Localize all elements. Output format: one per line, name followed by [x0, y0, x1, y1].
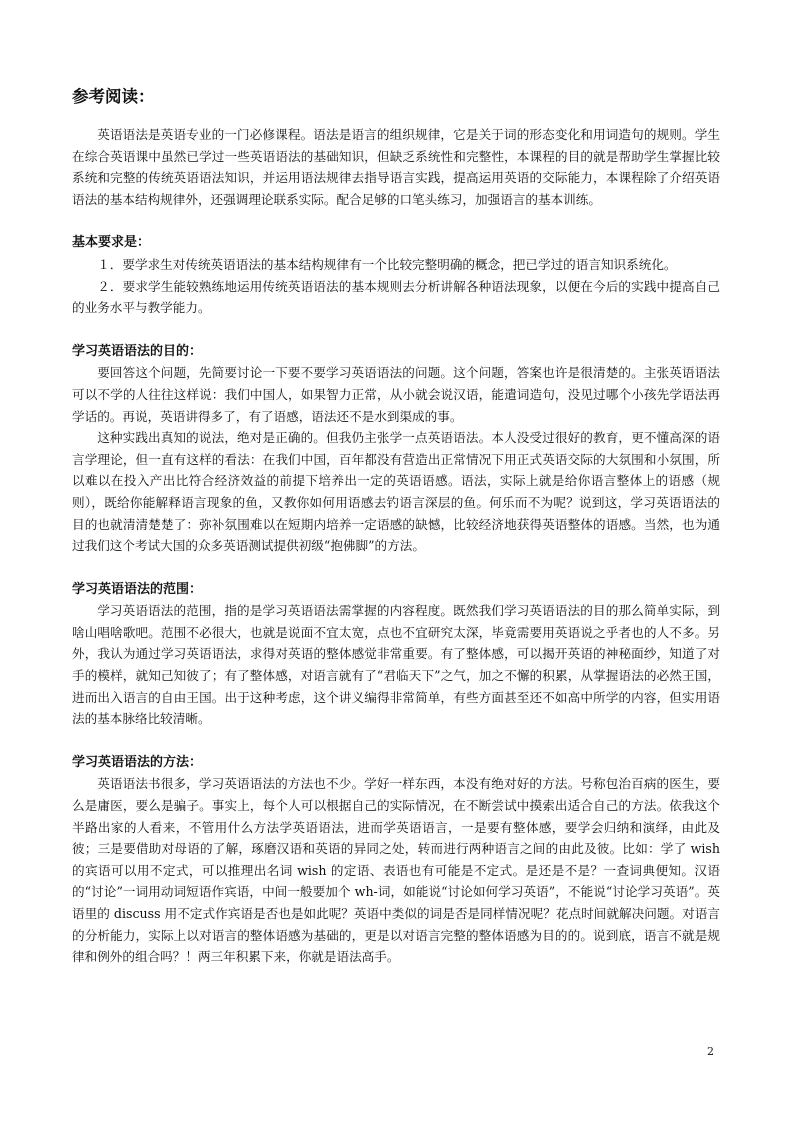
requirements-heading: 基本要求是： [72, 235, 151, 251]
requirements-section [72, 232, 720, 318]
purpose-paragraph-2: 这种实践出真知的说法，绝对是正确的。但我仍主张学一点英语语法。本人没受过很好的教育，更不懂高深的语言学理论，但一直有这样的看法：在我们中国，百年都没有营造出正常情况下用正式英语交际的大氛围和小氛围，所以难以在投入产出比符合经济效益的前提下培养出一定的英语语感。语法，实际上就是给你语言整体上的语感（规则），既给你能解释语言现象的鱼，又教你如何用语感去钓语言深层的鱼。何乐而不为呢？说到这，学习英语语法的目的也就清清楚楚了：弥补氛围难以在短期内培养一定语感的缺憾，比较经济地获得英语整体的语感。当然，也为通过我们这个考试大国的众多英语测试提供初级“抱佛脚”的方法。 [72, 430, 720, 554]
page-number: 2 [707, 1045, 714, 1058]
scope-paragraph-1: 学习英语语法的范围，指的是学习英语语法需掌握的内容程度。既然我们学习英语语法的目的那么简单实际，到啥山唱啥歌吧。范围不必很大，也就是说面不宜太宽，点也不宜研究太深，毕竟需要用英语说之乎者也的人不多。另外，我认为通过学习英语语法，求得对英语的整体感觉非常重要。有了整体感，可以揭开英语的神秘面纱，知道了对手的模样，就知己知彼了；有了整体感，对语言就有了“君临天下”之气，加之不懈的积累，从掌握语法的必然王国，进而出入语言的自由王国。出于这种考虑，这个讲义编得非常简单，有些方面甚至还不如高中所学的内容，但实用语法的基本脉络比较清晰。 [72, 603, 720, 727]
requirement-item-1: １．要学求生对传统英语语法的基本结构规律有一个比较完整明确的概念，把已学过的语言知识系统化。 [97, 256, 677, 272]
method-paragraph-1: 英语语法书很多，学习英语语法的方法也不少。学好一样东西，本没有绝对好的方法。号称包治百病的医生，要么是庸医，要么是骗子。事实上，每个人可以根据自己的实际情况，在不断尝试中摸索出适合自己的方法。依我这个半路出家的人看来，不管用什么方法学英语语法，进而学英语语言，一是要有整体感，要学会归纳和演绎，由此及彼；三是要借助对母语的了解，琢磨汉语和英语的异同之处，转而进行两种语言之间的由此及彼。比如：学了 wish 的宾语可以用不定式，可以推理出名词 wish 的定语、表语也有可能是不定式。是还是不是？一查词典便知。汉语的“讨论”一词用动词短语作宾语，中间一般要加个 wh-词，如能说“讨论如何学习英语”，不能说“讨论学习英语”。英语里的 discuss 用不定式作宾语是否也是如此呢？英语中类似的词是否是同样情况呢？花点时间就解决问题。对语言的分析能力，实际上以对语言的整体语感为基础的，更是以对语言完整的整体语感为目的的。说到底，语言不就是规律和例外的组合吗？！两三年积累下来，你就是语法高手。 [72, 776, 720, 965]
scope-section [72, 579, 720, 730]
method-heading: 学习英语语法的方法： [72, 754, 203, 770]
purpose-heading: 学习英语语法的目的： [72, 343, 203, 359]
intro-paragraph: 英语语法是英语专业的一门必修课程。语法是语言的组织规律，它是关于词的形态变化和用词造句的规则。学生在综合英语课中虽然已学过一些英语语法的基础知识，但缺乏系统性和完整性，本课程的目的就是帮助学生掌握比较系统和完整的传统英语语法知识，并运用语法规律去指导语言实践，提高运用英语的交际能力，本课程除了介绍英语语法的基本结构规律外，还强调理论联系实际。配合足够的口笔头练习，加强语言的基本训练。 [72, 127, 720, 207]
scope-heading: 学习英语语法的范围： [72, 581, 203, 597]
purpose-section [72, 341, 720, 557]
method-section [72, 752, 720, 968]
requirement-item-2: ２．要求学生能较熟练地运用传统英语语法的基本规则去分析讲解各种语法现象，以便在今后的实践中提高自己的业务水平与教学能力。 [72, 278, 720, 316]
purpose-paragraph-1: 要回答这个问题，先简要讨论一下要不要学习英语语法的问题。这个问题，答案也许是很清楚的。主张英语语法可以不学的人往往这样说：我们中国人，如果智力正常，从小就会说汉语，能遣词造句，没见过哪个小孩先学语法再学话的。再说，英语讲得多了，有了语感，语法还不是水到渠成的事。 [72, 365, 720, 424]
document-body [72, 84, 720, 990]
page-title: 参考阅读： [72, 87, 155, 106]
